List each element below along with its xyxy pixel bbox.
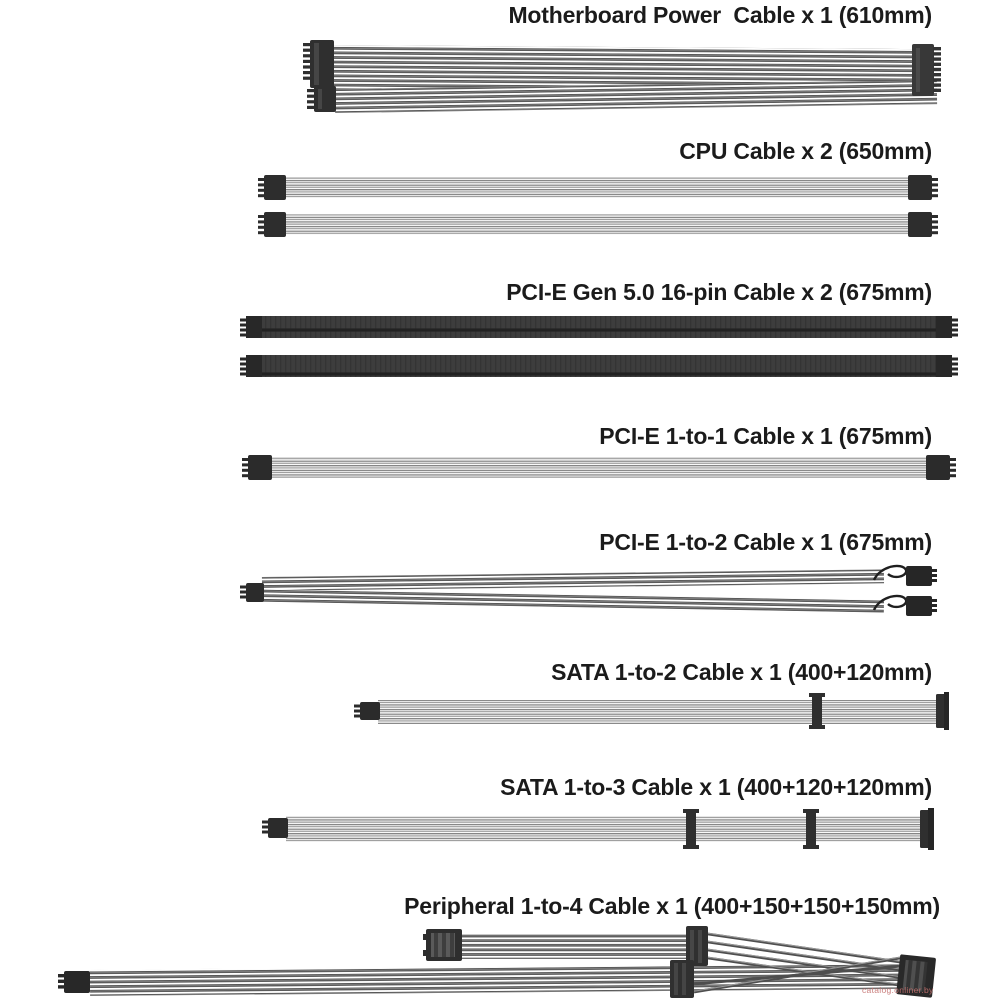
- section-label-sata-1to3: SATA 1-to-3 Cable x 1 (400+120+120mm): [500, 774, 932, 800]
- gen5-connector-left: [240, 316, 262, 338]
- cpu-connector-right: [908, 212, 938, 237]
- pcie-1to2-cable: [240, 566, 937, 616]
- wire-bundle: [378, 700, 944, 724]
- atx-connector-left-top: [303, 40, 334, 88]
- molex-connector-upper-left: [423, 929, 462, 961]
- pcie-connector-left: [240, 583, 264, 602]
- sata-connector-end: [936, 692, 949, 730]
- gen5-cable-2: [240, 355, 958, 377]
- section-label-pcie-gen5: PCI-E Gen 5.0 16-pin Cable x 2 (675mm): [506, 279, 932, 305]
- section-label-cpu: CPU Cable x 2 (650mm): [679, 138, 932, 164]
- peripheral-1to4-cable: [58, 926, 936, 998]
- section-label-pcie-1to2: PCI-E 1-to-2 Cable x 1 (675mm): [599, 529, 932, 555]
- wire-branch-upper: [262, 569, 884, 591]
- pcie-connector-left: [242, 455, 272, 480]
- atx-connector-left-bottom: [307, 86, 336, 112]
- pcie-connector-right: [926, 455, 956, 480]
- section-label-peripheral: Peripheral 1-to-4 Cable x 1 (400+150+150+150mm): [404, 893, 940, 919]
- pcie-1to1-cable: [242, 455, 956, 480]
- gen5-connector-right: [936, 355, 958, 377]
- wire-bundle: [286, 816, 930, 842]
- wire-bundle: [284, 177, 910, 198]
- section-label-motherboard: Motherboard Power Cable x 1 (610mm): [508, 2, 932, 28]
- molex-connector-lower-mid: [670, 960, 694, 998]
- sata-connector-end: [920, 808, 934, 850]
- braided-sleeve: [260, 316, 938, 338]
- wire-bundle: [270, 457, 928, 478]
- pcie-gen5-cables: [240, 316, 958, 377]
- cpu-connector-left: [258, 212, 286, 237]
- section-label-sata-1to2: SATA 1-to-2 Cable x 1 (400+120mm): [551, 659, 932, 685]
- cpu-connector-left: [258, 175, 286, 200]
- gen5-connector-left: [240, 355, 262, 377]
- watermark: catalog.onliner.by: [862, 985, 934, 995]
- cpu-cables: [258, 175, 938, 237]
- braided-sleeve: [260, 355, 938, 377]
- motherboard-cable: [303, 40, 941, 113]
- psu-connector-left: [262, 818, 288, 838]
- cpu-cable-2: [258, 212, 938, 237]
- cpu-connector-right: [908, 175, 938, 200]
- wire-bundle-upper: [454, 933, 690, 959]
- wire-bundle: [284, 214, 910, 235]
- gen5-connector-right: [936, 316, 958, 338]
- pcie-connector-right-lower: [906, 596, 937, 616]
- psu-connector-left: [58, 971, 90, 993]
- sata-1to2-cable: [354, 692, 949, 730]
- wire-branch-lower: [262, 589, 884, 614]
- pcie-connector-right-upper: [906, 566, 937, 586]
- sata-1to3-cable: [262, 808, 934, 850]
- gen5-cable-1: [240, 316, 958, 338]
- psu-connector-left: [354, 702, 380, 720]
- cpu-cable-1: [258, 175, 938, 200]
- section-label-pcie-1to1: PCI-E 1-to-1 Cable x 1 (675mm): [599, 423, 932, 449]
